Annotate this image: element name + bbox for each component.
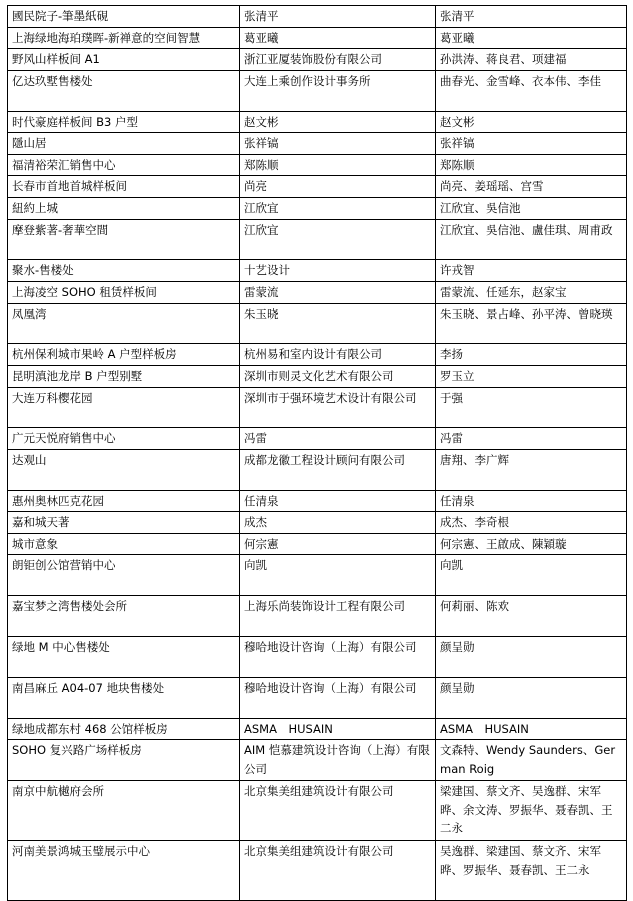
design-company-cell: 十艺设计 — [240, 260, 436, 282]
table-row — [8, 387, 627, 428]
design-company-cell: 杭州易和室内设计有限公司 — [240, 344, 436, 366]
table-row — [8, 428, 627, 450]
project-name-cell: 摩登紫著-奢華空間 — [8, 219, 240, 260]
design-company-cell: 成都龙徽工程设计顾问有限公司 — [240, 449, 436, 490]
design-company-cell: 穆哈地设计咨询（上海）有限公司 — [240, 677, 436, 718]
design-company-cell: 葛亚曦 — [240, 27, 436, 49]
design-company-cell: 深圳市则灵文化艺术有限公司 — [240, 365, 436, 387]
design-company-cell: 深圳市于强环境艺术设计有限公司 — [240, 387, 436, 428]
project-name-cell: 嘉宝梦之湾售楼处会所 — [8, 596, 240, 637]
table-row — [8, 449, 627, 490]
table-row — [8, 841, 627, 901]
table-row — [8, 197, 627, 219]
design-company-cell: 浙江亚厦装饰股份有限公司 — [240, 49, 436, 71]
designers-cell: 雷蒙流、任延东，赵家宝 — [436, 281, 627, 303]
table-row — [8, 111, 627, 133]
designers-cell: 葛亚曦 — [436, 27, 627, 49]
table-row — [8, 555, 627, 596]
table-row — [8, 176, 627, 198]
project-name-cell: 时代豪庭样板间 B3 户型 — [8, 111, 240, 133]
project-name-cell: 昆明滇池龙岸 B 户型别墅 — [8, 365, 240, 387]
design-company-cell: 北京集美组建筑设计有限公司 — [240, 781, 436, 841]
design-company-cell: AIM 恺慕建筑设计咨询（上海）有限公司 — [240, 740, 436, 781]
designers-cell: 曲春光、金雪峰、衣本伟、李佳 — [436, 70, 627, 111]
project-name-cell: 河南美景鸿城玉璧展示中心 — [8, 841, 240, 901]
design-company-cell: 朱玉晓 — [240, 303, 436, 344]
project-name-cell: 國民院子-筆墨紙硯 — [8, 6, 240, 28]
design-company-cell: 雷蒙流 — [240, 281, 436, 303]
table-row — [8, 512, 627, 534]
designers-cell: 罗玉立 — [436, 365, 627, 387]
table-row — [8, 70, 627, 111]
designers-cell: 许戎智 — [436, 260, 627, 282]
table-row — [8, 596, 627, 637]
project-name-cell: 杭州保利城市果岭 A 户型样板房 — [8, 344, 240, 366]
designers-cell: 冯雷 — [436, 428, 627, 450]
table-row — [8, 6, 627, 28]
designers-cell: 向凯 — [436, 555, 627, 596]
project-name-cell: 亿达玖墅售楼处 — [8, 70, 240, 111]
award-table — [7, 5, 627, 901]
award-table-body — [8, 6, 627, 901]
designers-cell: 任清泉 — [436, 490, 627, 512]
project-name-cell: 南京中航樾府会所 — [8, 781, 240, 841]
design-company-cell: 江欣宜 — [240, 219, 436, 260]
table-row — [8, 260, 627, 282]
designers-cell: 张清平 — [436, 6, 627, 28]
design-company-cell: 大连上乘创作设计事务所 — [240, 70, 436, 111]
design-company-cell: 任清泉 — [240, 490, 436, 512]
project-name-cell: 大连万科樱花园 — [8, 387, 240, 428]
designers-cell: 梁建国、蔡文齐、吴逸群、宋军晔、余文涛、罗振华、聂春凯、王二永 — [436, 781, 627, 841]
table-row — [8, 490, 627, 512]
table-row — [8, 281, 627, 303]
table-row — [8, 154, 627, 176]
table-row — [8, 637, 627, 678]
designers-cell: 颜呈勋 — [436, 677, 627, 718]
designers-cell: 孙洪涛、蒋良君、项建福 — [436, 49, 627, 71]
design-company-cell: 北京集美组建筑设计有限公司 — [240, 841, 436, 901]
project-name-cell: 广元天悦府销售中心 — [8, 428, 240, 450]
table-row — [8, 133, 627, 155]
project-name-cell: SOHO 复兴路广场样板房 — [8, 740, 240, 781]
project-name-cell: 绿地 M 中心售楼处 — [8, 637, 240, 678]
designers-cell: 成杰、李奇根 — [436, 512, 627, 534]
project-name-cell: 达观山 — [8, 449, 240, 490]
design-company-cell: ASMA HUSAIN — [240, 718, 436, 740]
designers-cell: 江欣宜、吳信池 — [436, 197, 627, 219]
table-row — [8, 365, 627, 387]
designers-cell: 何宗憲、王啟成、陳穎璇 — [436, 533, 627, 555]
designers-cell: 于强 — [436, 387, 627, 428]
table-row — [8, 677, 627, 718]
project-name-cell: 紐約上城 — [8, 197, 240, 219]
design-company-cell: 穆哈地设计咨询（上海）有限公司 — [240, 637, 436, 678]
table-row — [8, 49, 627, 71]
design-company-cell: 向凯 — [240, 555, 436, 596]
table-row — [8, 344, 627, 366]
project-name-cell: 聚水-售楼处 — [8, 260, 240, 282]
table-row — [8, 533, 627, 555]
designers-cell: 尚亮、姜瑶瑶、宫雪 — [436, 176, 627, 198]
designers-cell: 郑陈顺 — [436, 154, 627, 176]
designers-cell: 江欣宜、吳信池、盧佳琪、周甫政 — [436, 219, 627, 260]
project-name-cell: 隱山居 — [8, 133, 240, 155]
table-row — [8, 781, 627, 841]
design-company-cell: 张祥镐 — [240, 133, 436, 155]
project-name-cell: 朗钜创公馆营销中心 — [8, 555, 240, 596]
designers-cell: 颜呈勋 — [436, 637, 627, 678]
designers-cell: 吴逸群、梁建国、蔡文齐、宋军晔、罗振华、聂春凯、王二永 — [436, 841, 627, 901]
design-company-cell: 上海乐尚装饰设计工程有限公司 — [240, 596, 436, 637]
designers-cell: 赵文彬 — [436, 111, 627, 133]
table-row — [8, 303, 627, 344]
designers-cell: 张祥镐 — [436, 133, 627, 155]
project-name-cell: 南昌麻丘 A04-07 地块售楼处 — [8, 677, 240, 718]
design-company-cell: 何宗憲 — [240, 533, 436, 555]
project-name-cell: 绿地成都东村 468 公馆样板房 — [8, 718, 240, 740]
designers-cell: 朱玉晓、景占峰、孙平涛、曾晓瑛 — [436, 303, 627, 344]
design-company-cell: 尚亮 — [240, 176, 436, 198]
project-name-cell: 上海绿地海珀璞晖-新禅意的空间智慧 — [8, 27, 240, 49]
project-name-cell: 凤凰湾 — [8, 303, 240, 344]
project-name-cell: 长春市首地首城样板间 — [8, 176, 240, 198]
project-name-cell: 福清裕荣汇销售中心 — [8, 154, 240, 176]
design-company-cell: 郑陈顺 — [240, 154, 436, 176]
design-company-cell: 赵文彬 — [240, 111, 436, 133]
design-company-cell: 成杰 — [240, 512, 436, 534]
designers-cell: ASMA HUSAIN — [436, 718, 627, 740]
designers-cell: 李扬 — [436, 344, 627, 366]
table-row — [8, 740, 627, 781]
project-name-cell: 野风山样板间 A1 — [8, 49, 240, 71]
table-row — [8, 718, 627, 740]
project-name-cell: 城市意象 — [8, 533, 240, 555]
designers-cell: 唐翔、李广辉 — [436, 449, 627, 490]
designers-cell: 何莉丽、陈欢 — [436, 596, 627, 637]
project-name-cell: 惠州奥林匹克花园 — [8, 490, 240, 512]
designers-cell: 文森特、Wendy Saunders、German Roig — [436, 740, 627, 781]
table-row — [8, 219, 627, 260]
design-company-cell: 张清平 — [240, 6, 436, 28]
project-name-cell: 上海凌空 SOHO 租赁样板间 — [8, 281, 240, 303]
design-company-cell: 江欣宜 — [240, 197, 436, 219]
table-row — [8, 27, 627, 49]
design-company-cell: 冯雷 — [240, 428, 436, 450]
project-name-cell: 嘉和城天著 — [8, 512, 240, 534]
